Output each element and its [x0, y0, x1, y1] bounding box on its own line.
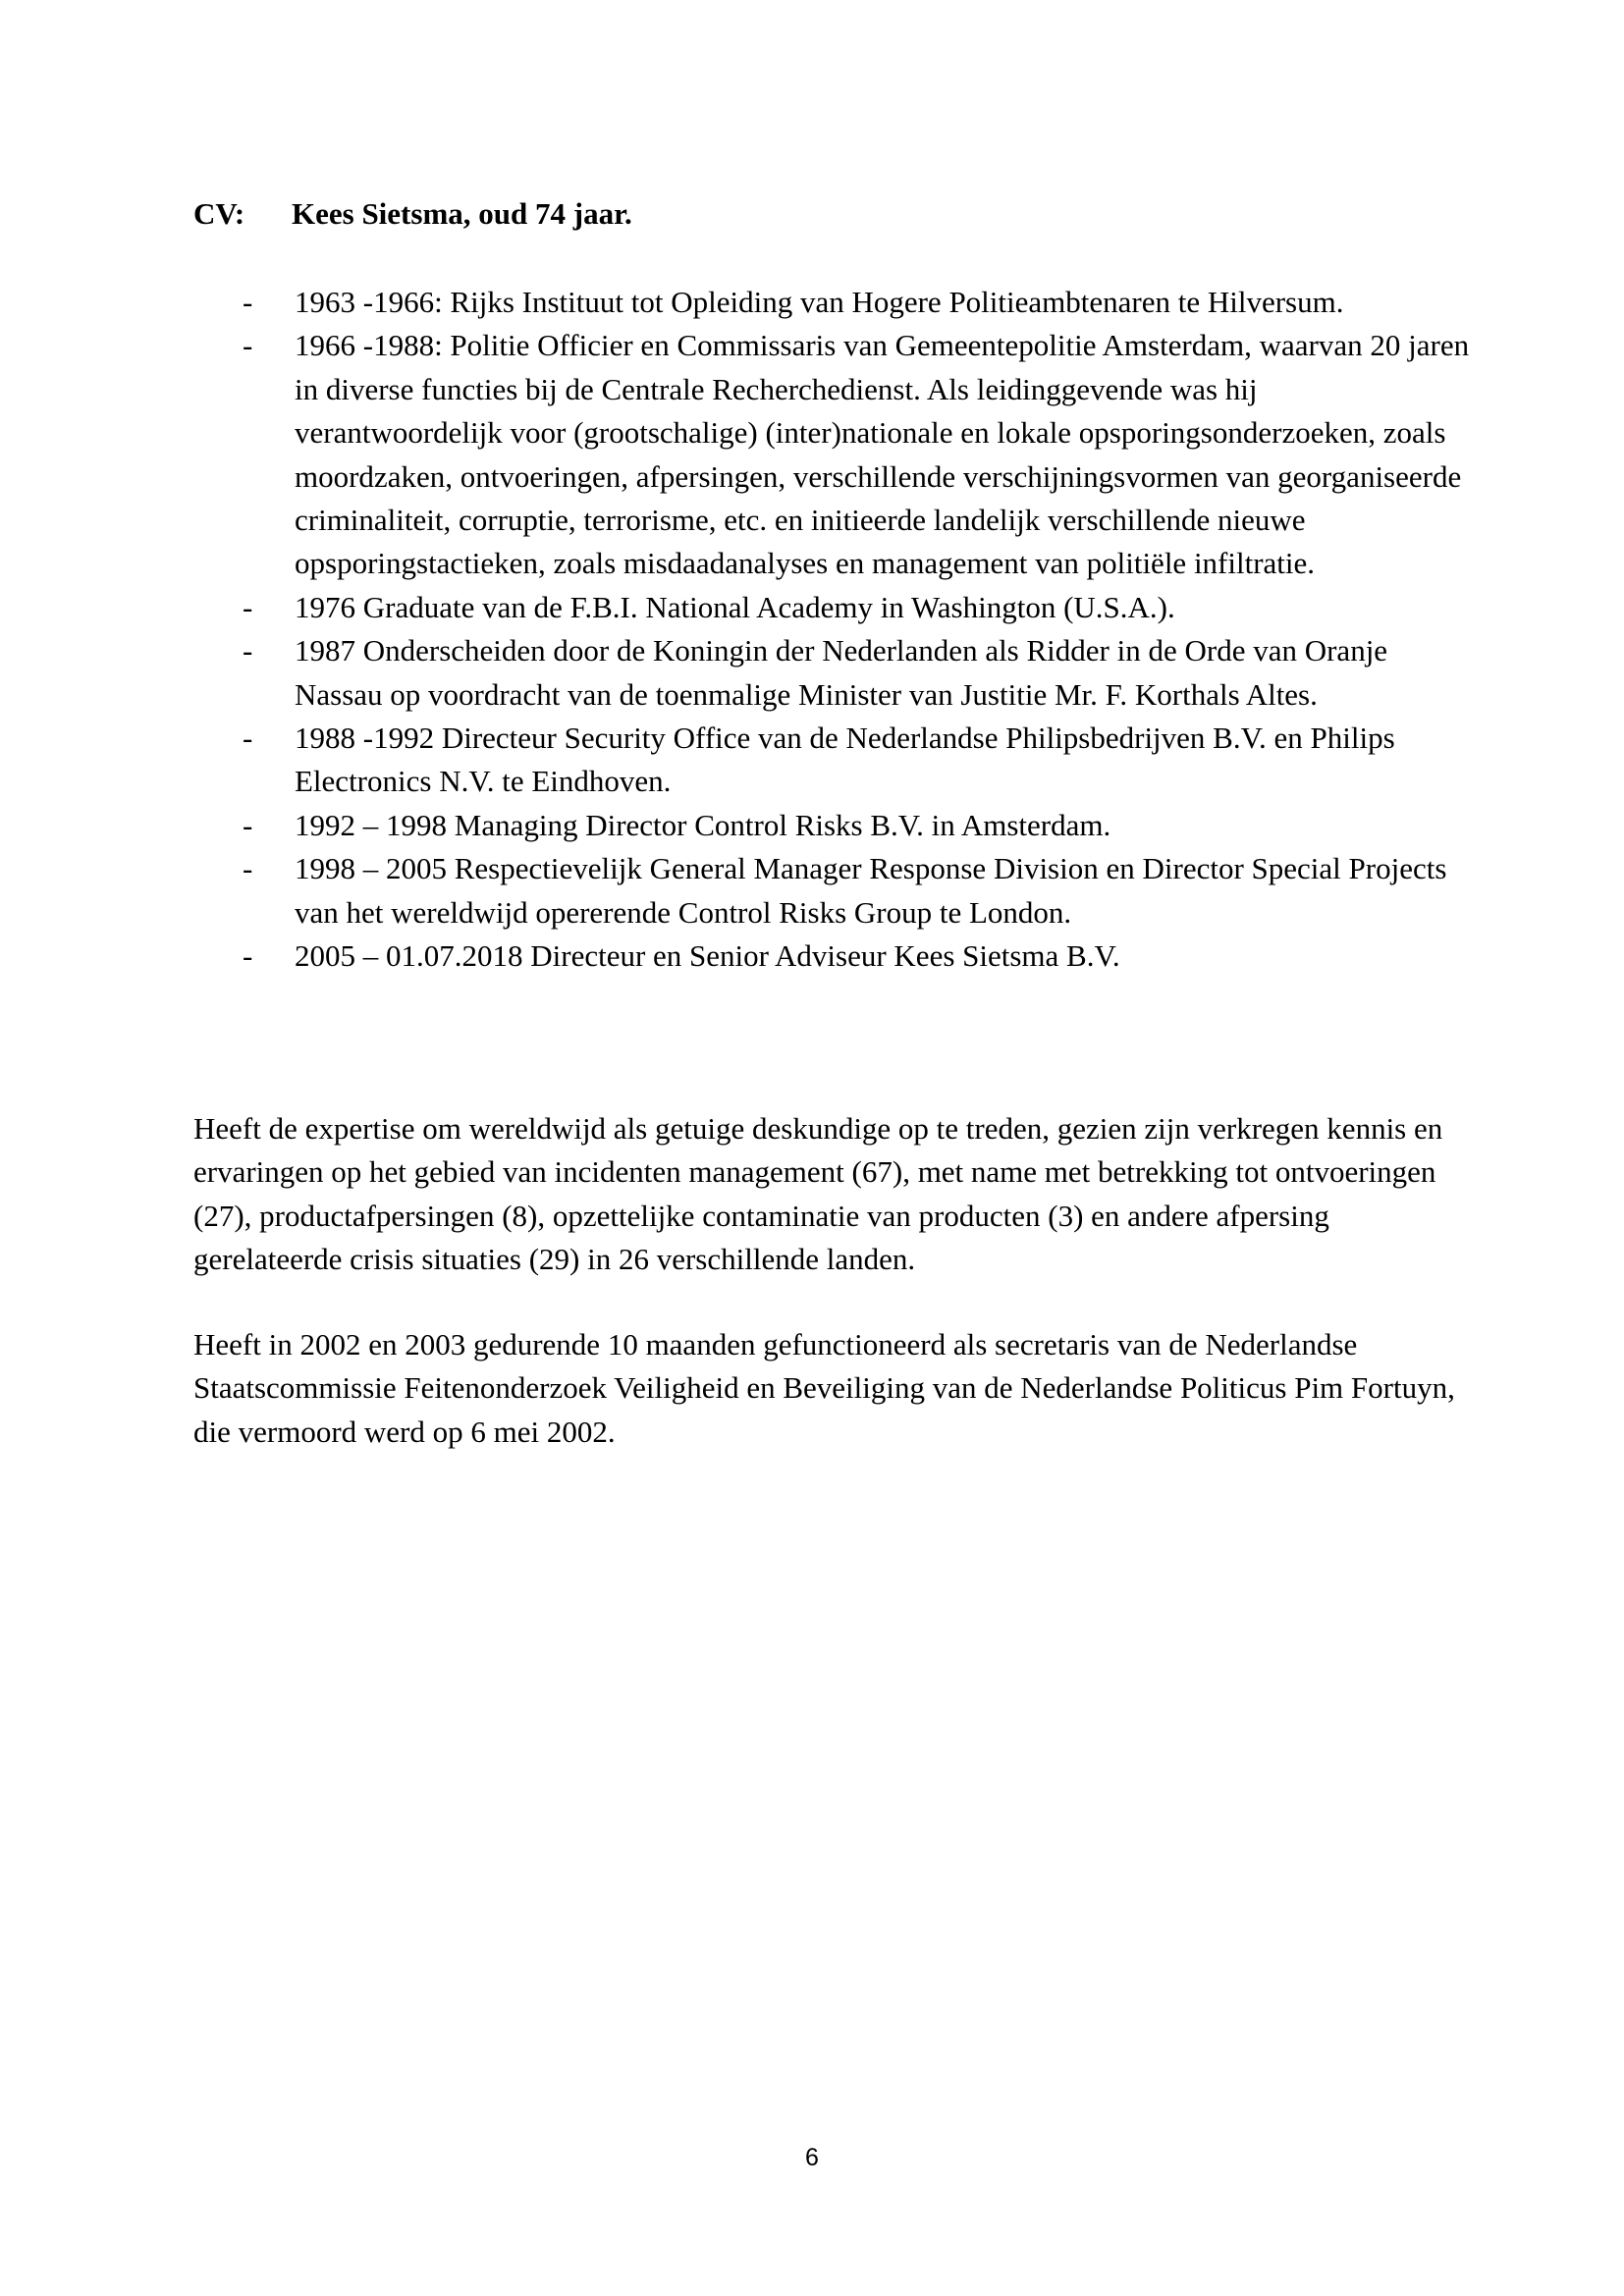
bullet-dash: -	[243, 807, 253, 842]
page-number: 6	[805, 2144, 819, 2171]
bullet-dash: -	[243, 285, 253, 319]
bullet-dash: -	[243, 851, 253, 886]
career-item-text: 2005 – 01.07.2018 Directeur en Senior Adviseur Kees Sietsma B.V.	[295, 938, 1120, 974]
career-item-text: 1966 -1988: Politie Officier en Commissaris van Gemeentepolitie Amsterdam, waarvan 20 jaren in diverse functies bij de Centrale Recherchedienst. Als leidinggevende was hij verantwoordelijk voor (grootschalige) (inter)nationale en lokale opsporingsonderzoeken, zoals moordzaken, ontvoeringen, afpersingen, verschillende verschijningsvormen van georganiseerde criminaliteit, corruptie, terrorisme, etc. en initieerde landelijk verschillende nieuwe opsporingstactieken, zoals misdaadanalyses en management van politiële infiltratie.	[295, 328, 1470, 581]
career-item-text: 1987 Onderscheiden door de Koningin der Nederlanden als Ridder in de Orde van Oranje Nassau op voordracht van de toenmalige Minister van Justitie Mr. F. Korthals Altes.	[295, 633, 1388, 712]
career-item	[193, 281, 1470, 324]
career-item-text: 1963 -1966: Rijks Instituut tot Opleiding van Hogere Politieambtenaren te Hilversum.	[295, 285, 1344, 319]
career-item	[193, 586, 1470, 629]
career-item-text: 1976 Graduate van de F.B.I. National Academy in Washington (U.S.A.).	[295, 589, 1175, 624]
career-item	[193, 324, 1470, 585]
bullet-dash: -	[243, 589, 253, 624]
expertise-paragraph: Heeft de expertise om wereldwijd als getuige deskundige op te treden, gezien zijn verkregen kennis en ervaringen op het gebied van incidenten management (67), met name met betrekking tot ontvoeringen (27), productafpersingen (8), opzettelijke contaminatie van producten (3) en andere afpersing gerelateerde crisis situaties (29) in 26 verschillende landen.	[193, 1111, 1443, 1277]
career-item	[193, 717, 1470, 804]
career-item	[193, 804, 1470, 847]
bullet-dash: -	[243, 633, 253, 668]
career-item-text: 1998 – 2005 Respectievelijk General Manager Response Division en Director Special Projects van het wereldwijd opererende Control Risks Group te London.	[295, 851, 1447, 930]
bullet-dash: -	[243, 328, 253, 363]
cv-heading	[193, 192, 632, 236]
cv-title: Kees Sietsma, oud 74 jaar.	[292, 196, 632, 231]
career-item	[193, 629, 1470, 717]
career-list	[193, 281, 1470, 979]
career-item	[193, 847, 1470, 934]
commission-paragraph: Heeft in 2002 en 2003 gedurende 10 maanden gefunctioneerd als secretaris van de Nederlandse Staatscommissie Feitenonderzoek Veiligheid en Beveiliging van de Nederlandse Politicus Pim Fortuyn, die vermoord werd op 6 mei 2002.	[193, 1327, 1455, 1449]
bullet-dash: -	[243, 938, 253, 974]
cv-label: CV:	[193, 196, 245, 231]
career-item-text: 1988 -1992 Directeur Security Office van de Nederlandse Philipsbedrijven B.V. en Philips Electronics N.V. te Eindhoven.	[295, 721, 1395, 799]
career-item-text: 1992 – 1998 Managing Director Control Risks B.V. in Amsterdam.	[295, 807, 1111, 842]
career-item	[193, 934, 1470, 978]
bullet-dash: -	[243, 721, 253, 756]
